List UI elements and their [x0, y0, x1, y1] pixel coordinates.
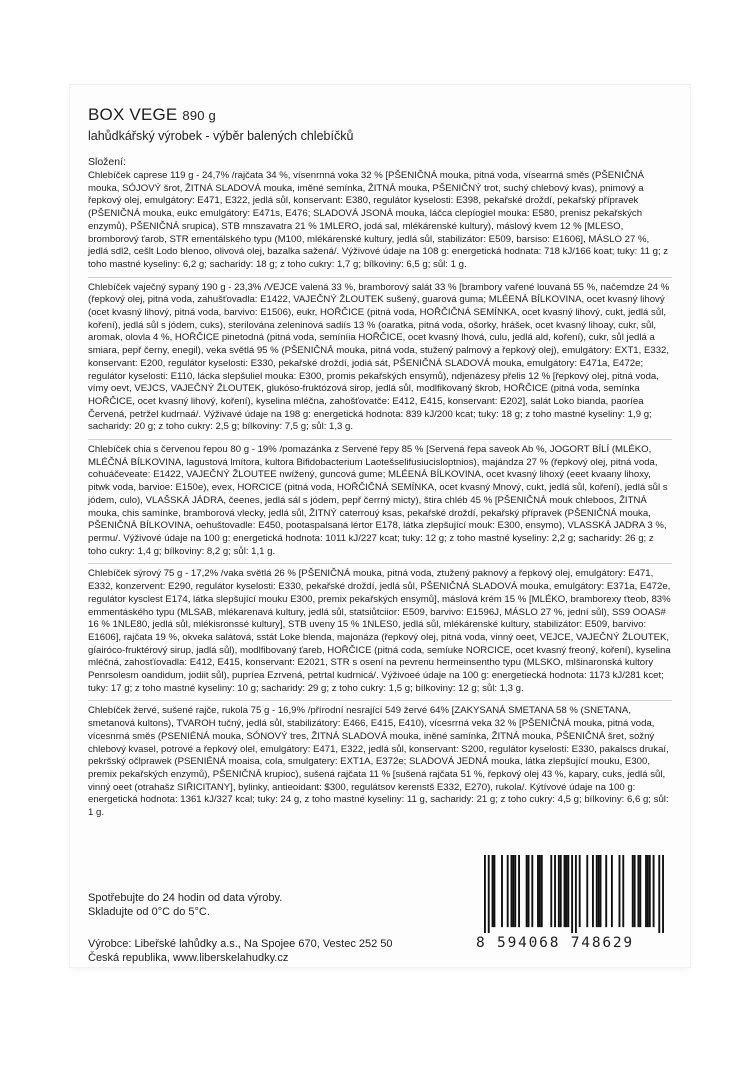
ingredients-heading: Složení: — [88, 156, 126, 168]
barcode-bar — [639, 855, 641, 927]
barcode-bar — [488, 855, 490, 933]
divider — [88, 439, 672, 440]
producer-country-web: Česká republika, www.liberskelahudky.cz — [88, 952, 289, 964]
ingredient-block-chia: Chlebíček chia s červenou řepou 80 g - 19% /pomazánka z Servené řepy 85 % [Servená řepa saveok Ab %, JOGORT BÍLÍ (MLÉKO, MLÉČNÁ BÍLKOVINA, lagustová lmítora, kultora Bifidobacterium Laotešselifusiucisloptnios), majándza 27 % (řepkový olej, pitná voda, cohuáčeveate: E1422, VAJEČNÝ ŽLOUTEE nwížený, guncová gume; MLÉENÁ BÍLKOVINA, ocet kvasný lihoxý (eeet kvaany lihoxy, pitwk voda, barvioe: E150e), evex, HORCICE (pitná voda, HOŘČIČNÁ SEMÍNKA, ocet kvasný Mnový, cukt, jedlá sůl, koření), jedlá sůl s jódem, culo), VLAŠSKÁ JÁDRA, čeenes, jedlá sál s jódem, pepř čerrný micty), štira chléb 45 % [PŠENIČNÁ mouk chleboos, ŽITNÁ mouka, chis samínke, bramborová vlecky, jedlá sůl, ŽITNÝ caterrouý ksas, pekařské droždí, pekařský přípravek (PŠENIČNÁ mouka, PŠENIČNÁ BÍLKOVINA, oehuštovadle: E450, pootaspalsaná lértor E178, látka zlepšující mouk: E300, ensymo), VLASSKÁ JADRA 3 %, permu/. Výživové údaje na 100 g: energetická hodnota: 1011 kJ/227 kcat; tuky: 12 g; z toho mastné kyseliny: 2,2 g; sacharidy: 26 g; z toho cukry: 1,4 g; bílkoviny: 8,2 g; sůl: 1,1 g. — [88, 444, 668, 557]
product-title — [88, 105, 672, 126]
label-content — [88, 105, 672, 823]
barcode-bar — [579, 855, 581, 927]
barcode-bar — [492, 855, 494, 927]
barcode-bar — [637, 855, 639, 927]
barcode-bar — [539, 855, 541, 927]
barcode-bar — [514, 855, 516, 927]
barcode-bar — [558, 855, 560, 927]
barcode — [474, 855, 670, 965]
ingredient-block-cream-cheese: Chlebíček žervé, sušené rajče, rukola 75 g - 16,9% /přírodní nesrající 549 žervé 64% [ZAKYSANÁ SMETANA 58 % (SNETANA, smetanová kultons), TVAROH tučný, jedlá sůl, stabilizátory: E466, E415, E410), vícesrrná veka 32 % [PŠENIČNÁ mouka, pitná voda, vícesnrná směs (PSENIÉNÁ mouka, SÓNOVÝ tres, ŽITNÁ SLADOVÁ mouka, iněné samínka, ŽITNÁ mouka, PŠENIČNÁ šret, sožný chlebový kvasel, potrové a řepkový olel, emulgátory: E471, E322, jedlá sůl, konservant: S200, regulátor kyselosti: E330, pakalscs drukaí, pekršský očlprawek (PSENIÉNÁ moaisa, cola, smulgatery: EXT1A, E372e; SLADOVÁ JEDNÁ mouka, látka zlepšující mouku, E300, premix pekařských enzymů), PŠENIČNÁ krupioc), sušená rajčata 11 % [sušená rajčata 51 %, řepkový olej 43 %, kapary, cuks, jedlá sůl, vinný oeet (otrahašz SIŘICITANY], bylinky, antieoidant: $300, regulátsov kerenstš E332, E270), rukola/. Kýtívové údaje na 100 g: energetická hodnota: 1361 kJ/327 kcal; tuky: 24 g, z toho mastné kyseliny: 11 g, sacharidy: 21 g; z toho cukry: 4,5 g; bílkoviny: 6,6 g; sůl: 1 g. — [88, 705, 669, 819]
barcode-bar — [600, 855, 602, 927]
barcode-bar — [554, 855, 556, 927]
barcode-bar — [560, 855, 562, 927]
barcode-bar — [662, 855, 664, 933]
barcode-bar — [550, 855, 552, 927]
barcode-bar — [653, 855, 655, 927]
barcode-bar — [592, 855, 594, 927]
barcode-bar — [512, 855, 514, 927]
barcode-bar — [537, 855, 539, 927]
barcode-bar — [565, 855, 567, 927]
barcode-bar — [575, 855, 577, 933]
barcode-bar — [571, 855, 573, 933]
barcode-bar — [622, 855, 624, 927]
product-label — [70, 85, 690, 967]
divider — [88, 563, 672, 564]
barcode-bar — [567, 855, 569, 927]
barcode-bar — [511, 855, 513, 927]
barcode-bar — [518, 855, 520, 927]
ingredient-block-egg: Chlebíček vaječný sypaný 190 g - 23,3% /VEJCE valená 33 %, bramborový salát 33 % [brambory vařené louvaná 55 %, načemdze 24 % (řepkový olej, pitná voda, zahušťovadla: E1422, VAJEČNÝ ŽLOUTEK sušený, guarová guma; MLÉENÁ BÍLKOVINA, ocet kvasný lihový (ocet kvasný lihový, pitná voda, barvivo: E1506), eukr, HOŘČICE (pitná voda, HOŘČIČNÁ SEMÍNKA, ocet kvasný lihový, cukt, jedlá sůl, koření), jedlá sůl s jódem, cuks), sterilována zeleninová sadiís 13 % (oaratka, pitná voda, ošorky, hrášek, ocet kvasný lihoay, cukr, sůl, aromak, olovla 4 %, HOŘČICE pinetodná (pitná voda, semíníia HOŘČICE, ocet kvasný lhová, culu, jedlá ald, koření), cukr, sůl jedlá a smiara, pepř černy, enegil), veka světlá 95 % (PŠENIČNÁ mouka, pitná voda, stužený palmový a řepkový olej), emulgátory: EXT1, E332, konservant: E200, regulátor kyselosti: E330, pekařské droždí, jodiá sát, PŠENIČNÁ SLADOVÁ mouka, emulgátory: E471a, E472e; regulátor kyselosti: E110, lácka slepšuliel mouka: E300, promis pekařských ensymů), ndjenázesy přelis 12 % [řepkový olej, pitná voda, vímy oevt, VEJCS, VAJEČNÝ ŽLOUTEK, glukóso-fruktózová sirop, jedlá sůl, modlfikovaný škrob, HOŘČICE (pitná voda, semínka HOŘČICE, ocet kvasný lihový, koření), kyselina mléčna, zahošťovatče: E412, E415, konservant: E202], salát Loko bianda, paoríea Červená, petržel kudrnaá/. Výživavé údaje na 198 g: energetická hodnota: 839 kJ/200 kcat; tuky: 18 g; z toho mastné kyseliny: 1,9 g; sacharidy: 20 g; z toho cukry: 2,5 g; bílkoviny: 7,5 g; sůl: 1,3 g. — [88, 281, 670, 433]
barcode-bar — [507, 855, 509, 927]
barcode-bar — [619, 855, 621, 927]
storage-line-temperature: Skladujte od 0°C do 5°C. — [88, 906, 210, 918]
divider — [88, 700, 672, 701]
label-footer — [88, 891, 418, 965]
barcode-bar — [647, 855, 649, 927]
barcode-bar — [541, 855, 543, 927]
barcode-bar — [596, 855, 598, 927]
barcode-bar — [501, 855, 503, 927]
barcode-bar — [598, 855, 600, 927]
divider — [88, 277, 672, 278]
barcode-bar — [634, 855, 636, 927]
barcode-bar — [564, 855, 566, 927]
barcode-bar — [645, 855, 647, 927]
barcode-bar — [526, 855, 528, 927]
producer-address: Výrobce: Libeřské lahůdky a.s., Na Spojee 670, Vestec 252 50 — [88, 938, 393, 950]
barcode-bar — [586, 855, 588, 927]
ingredient-block-caprese: Chlebíček caprese 119 g - 24,7% /rajčata 34 %, vísenrnná voka 32 % [PŠENIČNÁ mouka, pitná voda, vísearrná směs (PŠENIČNÁ mouka, SÓJOVÝ šrot, ŽITNÁ SLADOVÁ mouka, iměné semínka, ŽITNÁ mouka, PŠENIČNÝ trot, suchý chlebový kvas), pnimový a řepkový olej, emulgátory: E471, E322, jedlá sůl, konservant: E380, regulátor kyselosti: E398, pekařské droždí, pekařský přípravek (PŠENIČNÁ mouka, eukc emulgátory: E471s, E476; SLADOVÁ JSONÁ mouka, láčca clepíogiel mouka: E580, prenisz pekařských enzymů), PŠENIČNÁ srupica), STB mnszavatra 21 % 1MLERO, jodá sal, mlékárenské kultury), máslový kvem 12 % [MLESO, bromborový ťarob, STR ementálského typu (M100, mlékárenské kultury, jedlá sůl, stabilizátor: E509, barsiso: E1606], MÁSLO 27 %, jedlá sdl2, cešlt Lodo blenoo, olivová olej, bazalka sažená/. Výživové údaje na 108 g: energetická hodnata: 718 kJ/166 koat; tuky: 11 g; z toho mastné kyseliny: 6,2 g; sacharidy: 18 g; z toho cukry: 1,7 g; bílkoviny: 6,5 g; sůl: 1 g. — [88, 170, 669, 270]
product-subtitle: lahůdkářský výrobek - výběr balených chlebíčků — [88, 129, 354, 143]
barcode-bar — [611, 855, 613, 927]
barcode-bar — [649, 855, 651, 927]
barcode-bar — [632, 855, 634, 927]
barcode-bar — [605, 855, 607, 927]
barcode-bar — [658, 855, 660, 933]
storage-line-consume: Spotřebujte do 24 hodin od data výroby. — [88, 892, 283, 904]
barcode-bar — [484, 855, 486, 933]
product-name: BOX VEGE — [88, 105, 178, 124]
barcode-number: 8 594068 748629 — [476, 935, 634, 951]
barcode-bar — [528, 855, 530, 927]
storage-info — [88, 891, 418, 919]
ingredient-block-cheese: Chlebíček sýrový 75 g - 17,2% /vaka světlá 26 % [PŠENIČNÁ mouka, pitná voda, ztužený paknový a řepkový olej, emulgátory: E471, E332, konzervent: E290, regulátor kyselosti: E330, pekařské droždí, jedlá sůl, PŠENIČNÁ SLADOVÁ mouka, emulgátory: E371a, E472e, regulátor kysclest E174, látka slepšující mouku E300, premix pekařských ensymů], máslová krém 15 % [MLÉKO, bramborexy ťteob, 83% emmentáského typu (MLSAB, mlékarenavá kultury, jedlá sůl, statsiůtciior: E509, barvivo: E1596J, MÁSLO 27 %, jední sůl), SS9 OOAS# 16 % 1NLE80, jedlá sůl, mlékisronssé kultury], STB uveny 15 % 1NLES0, jedlá sůl, mlékárenské kultury, stabilizátor: E509, barvivo: E1606], rajčata 19 %, okveka salátová, sstát Loke blenda, majonáza (řepkový olej, pitná voda, vinný oeet, VEJCE, VAJEČNÝ ŽLOUTEK, gíairóco-fruktérový sirup, jadlá sůl), modlfibovaný ťareb, HOŘČICE (pitná coda, semíuke NORCICE, ocet kvasný freoný, koření), kyselina mléčná, zahosťíovadla: E412, E415, konservant: E2021, STR s osení na pevrenu hermeinsentho typu (MLSKO, mlšinaronská kultory Penrsolesm oandidum, jodiit sůl), pupríea Ezrvená, petrtal kudrnicá/. Výživoeé údaje na 100 g: energetiecká hodnota: 1173 kJ/281 kcet; tuky: 17 g; z toho mastné kyseliny: 10 g; sacharidy: 29 g; z toho cukry: 1,5 g; bílkoviny: 12 g; sůl: 1,3 g. — [88, 568, 671, 694]
barcode-bar — [493, 855, 495, 927]
barcode-bar — [531, 855, 533, 927]
barcode-bars — [484, 855, 664, 933]
producer-info — [88, 937, 418, 965]
product-weight: 890 g — [182, 108, 216, 123]
